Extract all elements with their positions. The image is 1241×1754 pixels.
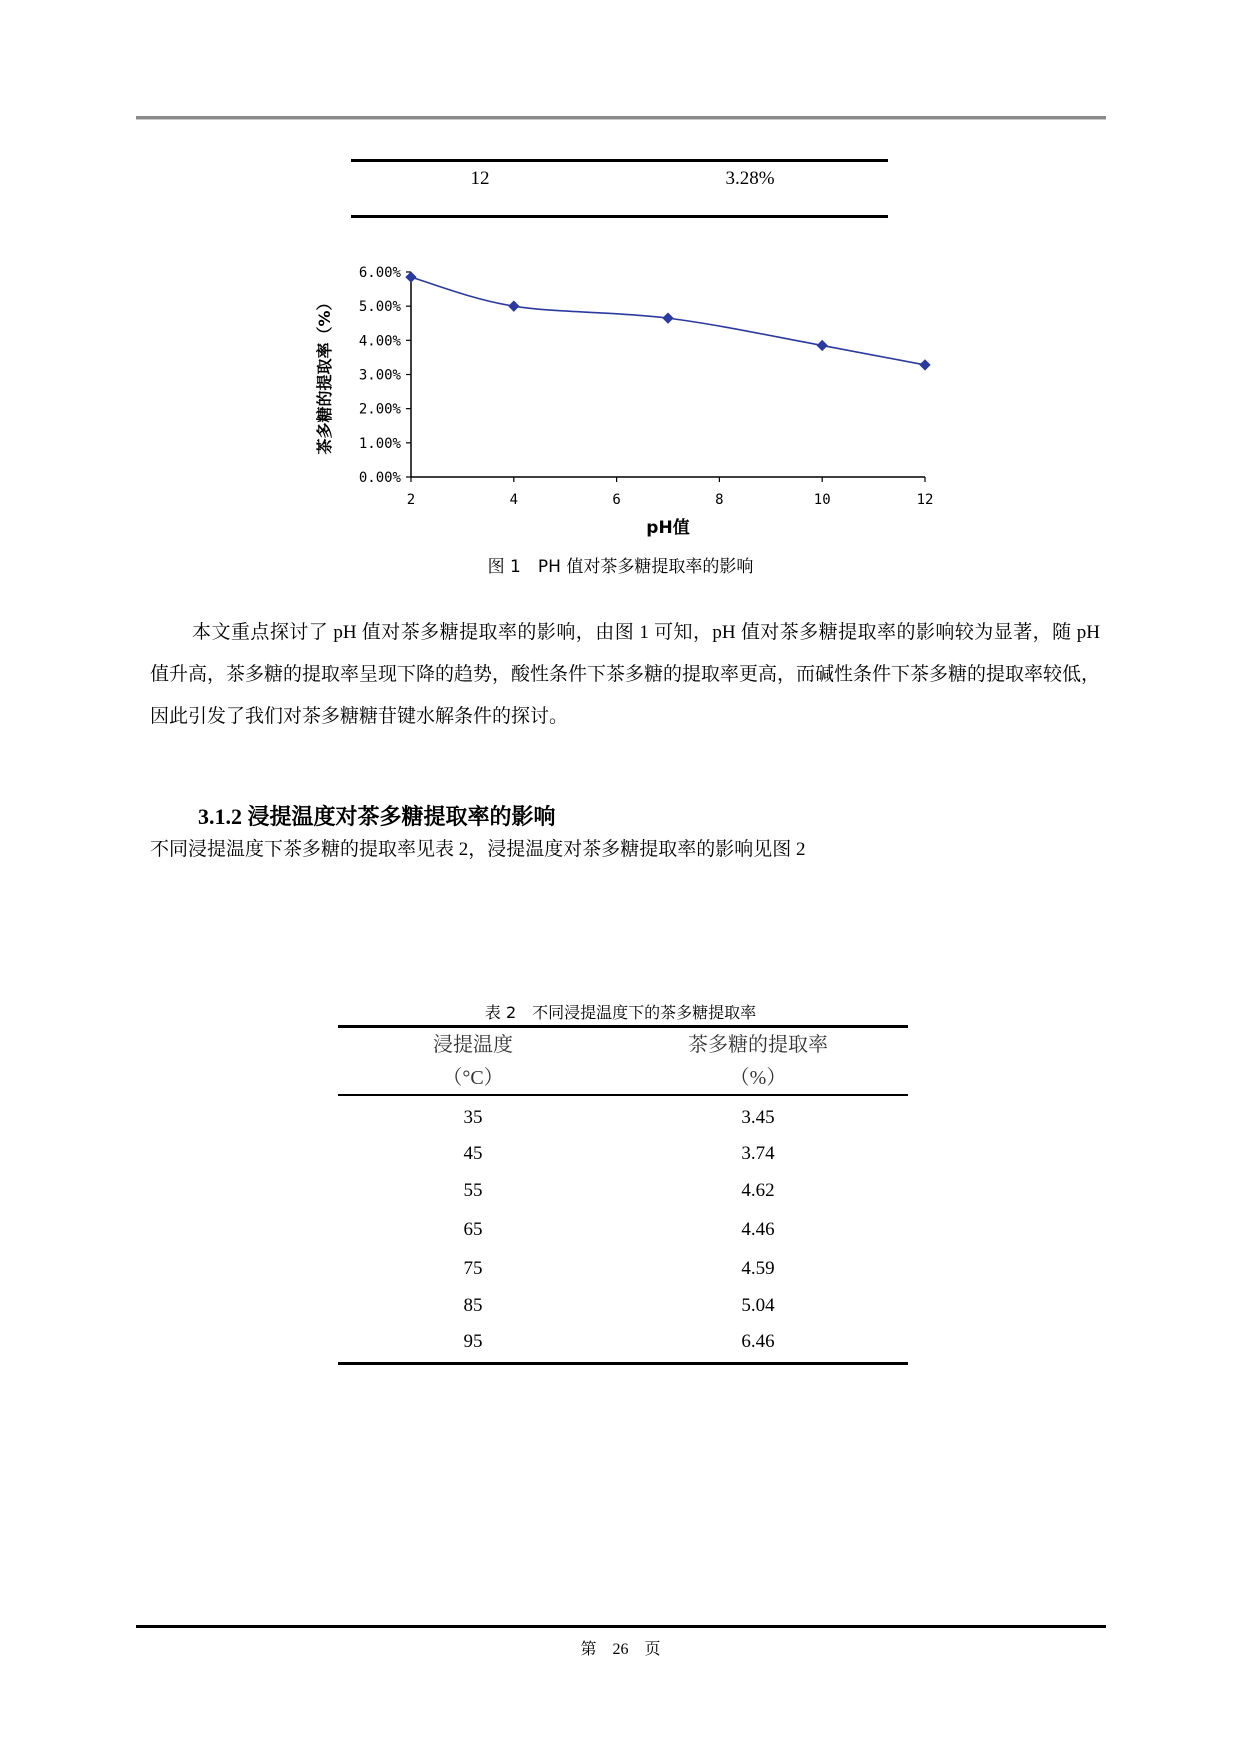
y-tick-label: 3.00% [358,367,401,384]
table-row [338,1250,908,1288]
x-tick-label: 8 [715,492,724,508]
table2-caption: 表 2 不同浸提温度下的茶多糖提取率 [484,1003,757,1022]
data-point [405,271,416,282]
data-point [817,340,828,351]
y-tick-label: 4.00% [358,333,401,350]
table2 [338,1025,908,1365]
paragraph-text: 本文重点探讨了 pH 值对茶多糖提取率的影响，由图 1 可知，pH 值对茶多糖提取率的影响较为显著，随 pH 值升高，茶多糖的提取率呈现下降的趋势，酸性条件下茶多糖的提取率更高，而碱性条件下茶多糖的提取率较低，因此引发了我们对茶多糖糖苷键水解条件的探讨。 [150,622,1101,727]
table-cell: 4.46 [741,1219,775,1240]
table1-cell-rate: 3.28% [725,168,775,189]
header-rule [136,116,1106,120]
page-number: 第 26 页 [580,1641,661,1658]
footer-rule [136,1625,1106,1628]
table1-bottom-rule [351,215,888,218]
figure-caption: 图 1 PH 值对茶多糖提取率的影响 [487,557,754,577]
table-cell: 65 [463,1219,483,1240]
section-intro: 不同浸提温度下茶多糖的提取率见表 2，浸提温度对茶多糖提取率的影响见图 2 [150,839,806,860]
table1-cell-ph: 12 [470,168,490,189]
y-tick-label: 0.00% [358,470,401,486]
table-cell: 95 [463,1331,483,1352]
table-row [338,1100,908,1136]
table-cell: 85 [463,1295,483,1316]
data-point [919,359,930,370]
table2-header-rate: 茶多糖的提取率 [688,1034,828,1056]
data-point [508,301,519,312]
body-paragraph [150,612,1100,738]
y-tick-label: 1.00% [358,435,401,452]
table-cell: 4.59 [741,1258,775,1279]
table2-header-temp: 浸提温度 [433,1034,513,1056]
table2-unit-temp: （°C） [442,1067,504,1089]
y-tick-label: 5.00% [358,299,401,316]
table-cell: 5.04 [741,1295,775,1316]
data-point [662,312,673,323]
table2-unit-rate: （%） [729,1067,787,1089]
y-axis-title: 茶多糖的提取率（%） [315,294,334,455]
x-axis-title: pH值 [646,518,690,538]
y-tick-label: 6.00% [358,265,401,281]
x-tick-label: 2 [406,492,416,508]
x-tick-label: 10 [813,492,831,508]
table-cell: 4.62 [741,1180,775,1201]
table-cell: 3.45 [741,1107,775,1128]
table-row [338,1210,908,1250]
table2-body [338,1096,908,1360]
table-cell: 6.46 [741,1331,775,1352]
table-cell: 45 [463,1143,483,1164]
ph-extraction-chart [300,255,950,545]
table1-top-rule [351,159,888,162]
table-row [338,1172,908,1210]
x-tick-label: 12 [916,492,934,508]
table-row [338,1288,908,1324]
table-row [338,1136,908,1172]
table-row [338,1324,908,1360]
x-tick-label: 6 [612,492,621,508]
table-cell: 55 [463,1180,483,1201]
table2-bottom-rule [338,1362,908,1365]
table-cell: 3.74 [741,1143,775,1164]
section-heading: 3.1.2 浸提温度对茶多糖提取率的影响 [198,804,556,829]
table2-header-row [338,1028,908,1062]
table2-unit-row [338,1062,908,1094]
x-tick-label: 4 [509,492,519,508]
table-cell: 35 [463,1107,483,1128]
table-cell: 75 [463,1258,483,1279]
y-tick-label: 2.00% [358,401,401,418]
